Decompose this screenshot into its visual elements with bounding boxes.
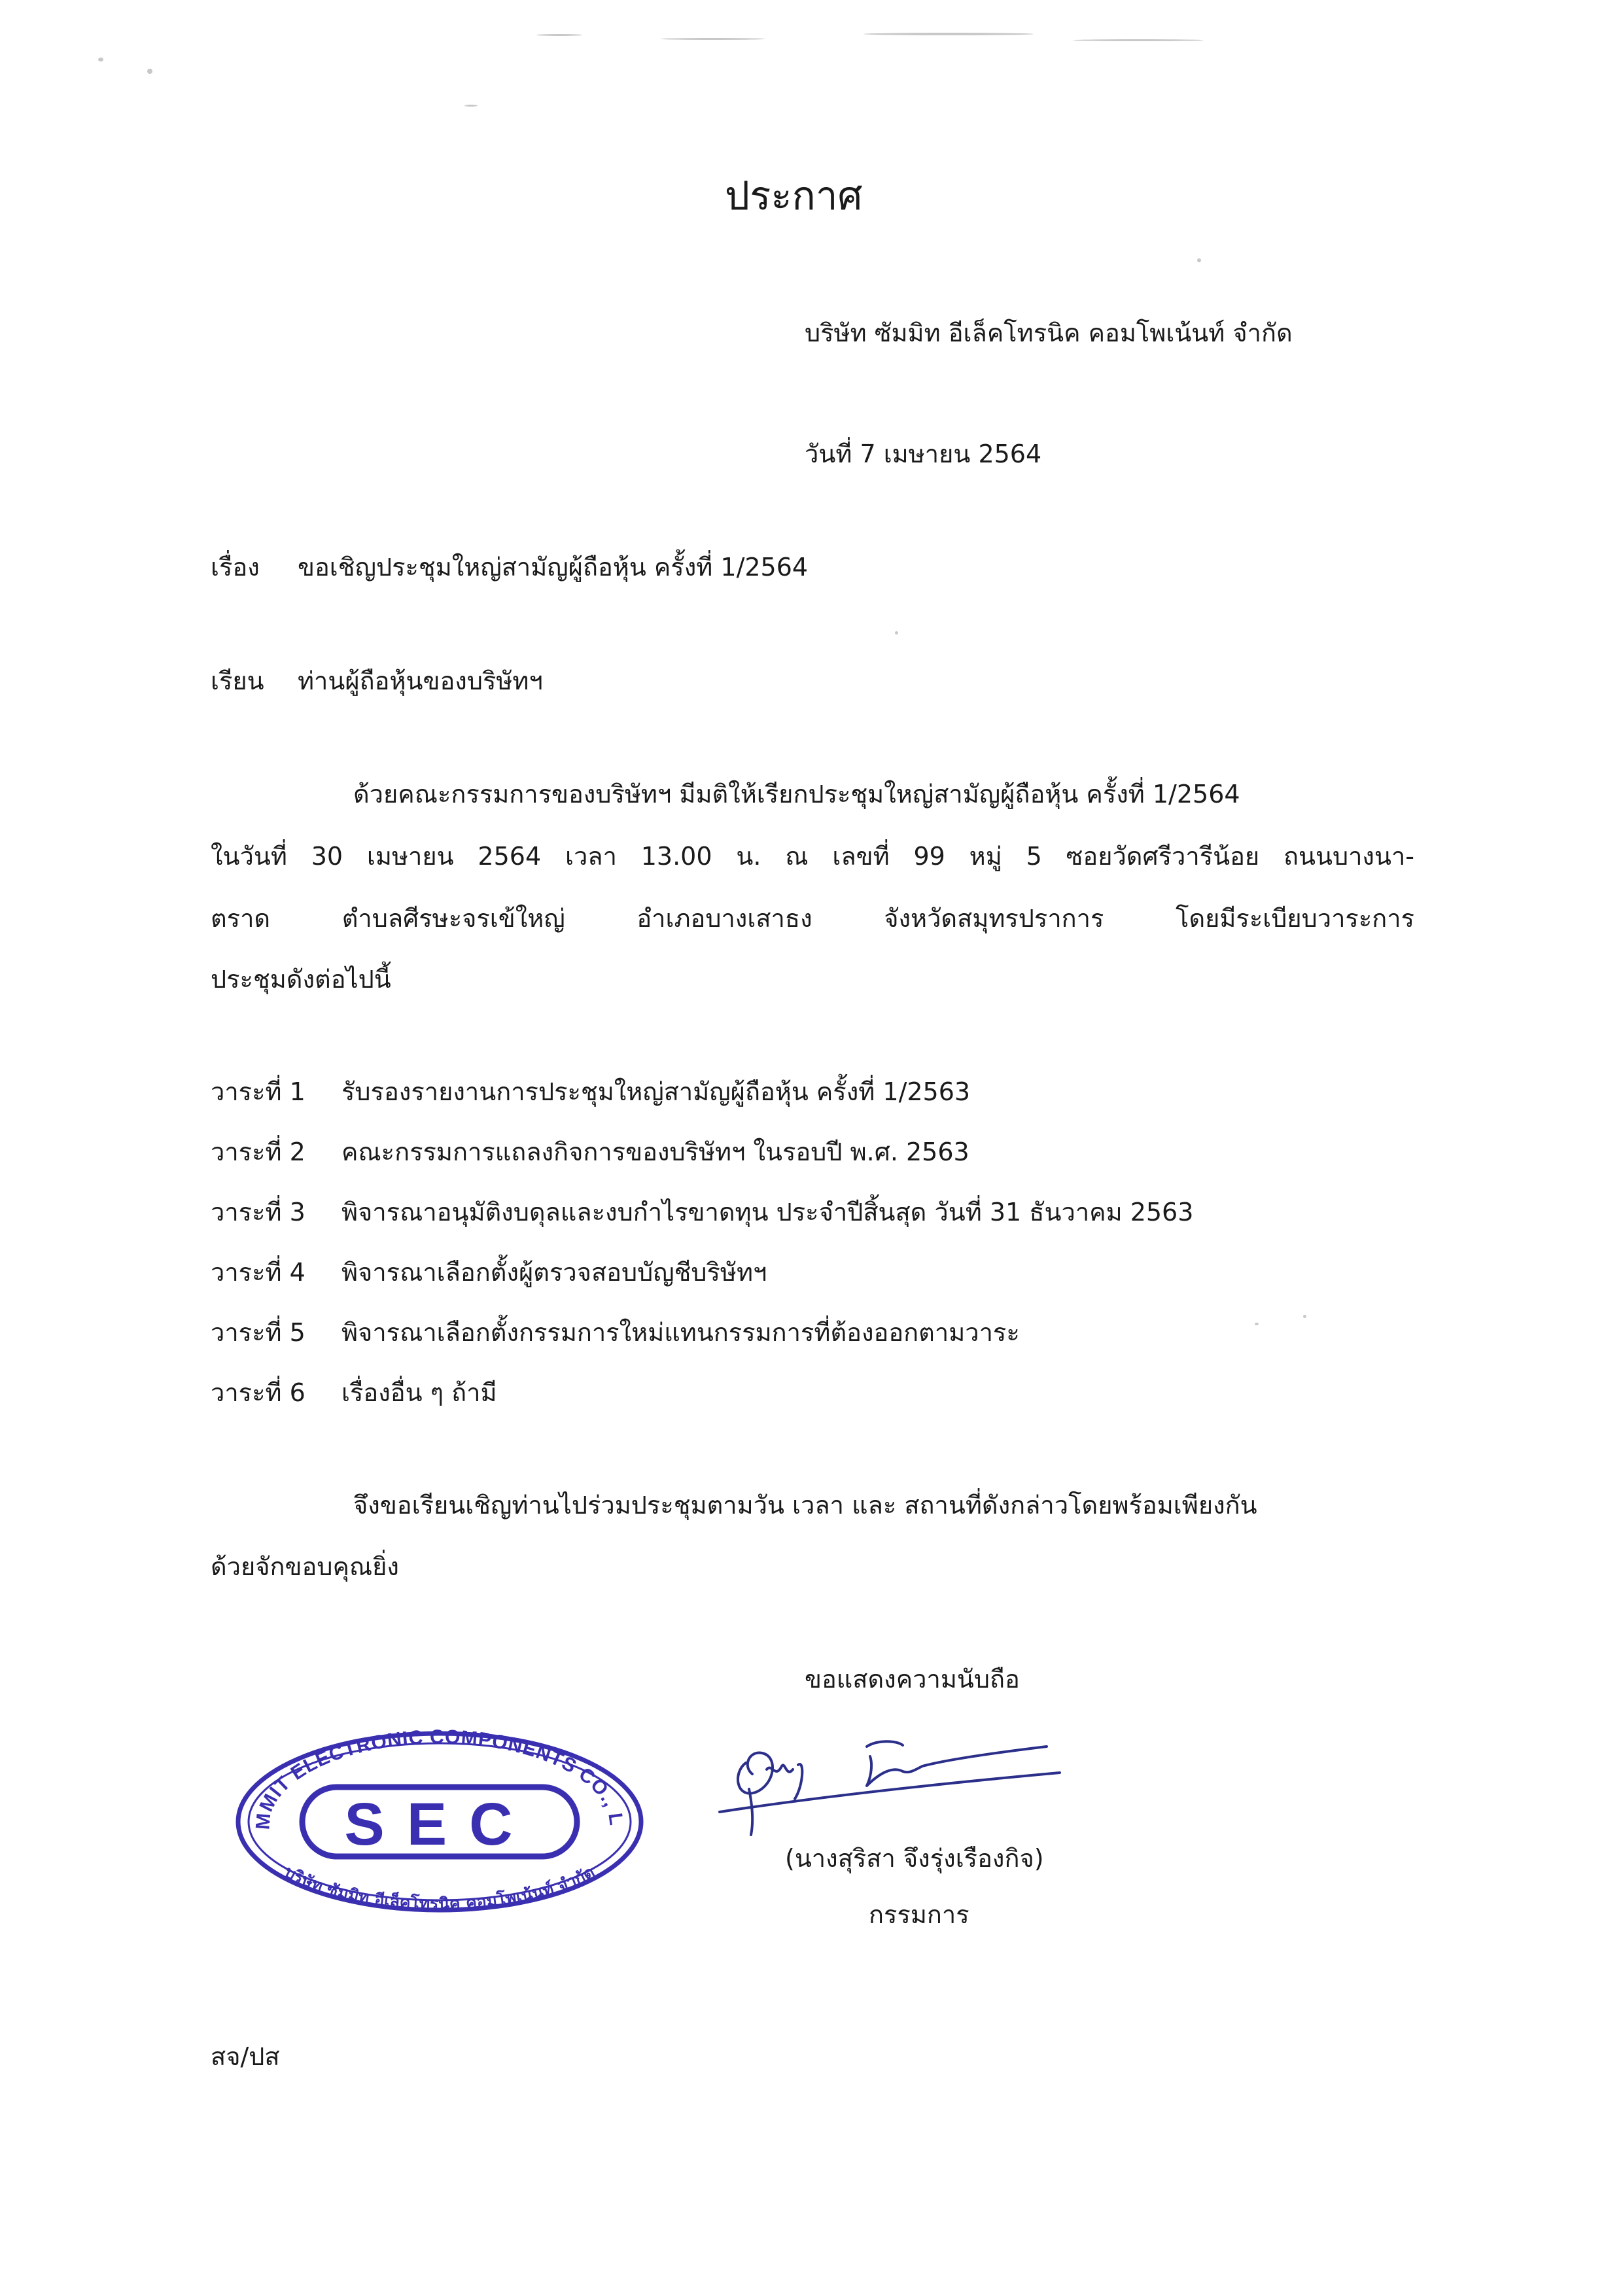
scan-speck [536, 34, 582, 36]
seal-top-text: MMIT ELECTRONIC COMPONENTS CO., L [252, 1727, 627, 1831]
closing-line: จึงขอเรียนเชิญท่านไปร่วมประชุมตามวัน เวลา และ สถานที่ดังกล่าวโดยพร้อมเพียงกัน [353, 1491, 1257, 1520]
scan-speck [1255, 1323, 1259, 1325]
agenda-label: วาระที่ 5 [211, 1318, 305, 1347]
agenda-label: วาระที่ 1 [211, 1077, 305, 1106]
subject-text: ขอเชิญประชุมใหญ่สามัญผู้ถือหุ้น ครั้งที่ 1/2564 [298, 553, 809, 582]
regards-text: ขอแสดงความนับถือ [805, 1665, 1020, 1694]
to-label: เรียน [211, 667, 264, 695]
scan-speck [895, 631, 898, 635]
seal-center-text: SEC [344, 1791, 535, 1858]
agenda-text: คณะกรรมการแถลงกิจการของบริษัทฯ ในรอบปี พ.ศ. 2563 [341, 1138, 969, 1166]
reference-code: สจ/ปส [211, 2042, 280, 2071]
scan-speck [1197, 258, 1201, 262]
agenda-label: วาระที่ 2 [211, 1138, 305, 1166]
company-name: บริษัท ซัมมิท อีเล็คโทรนิค คอมโพเน้นท์ จำกัด [805, 319, 1293, 347]
body-line: ประชุมดังต่อไปนี้ [211, 965, 391, 994]
body-line: ตราด ตำบลศีรษะจรเข้ใหญ่ อำเภอบางเสาธง จังหวัดสมุทรปราการ โดยมีระเบียบวาระการ [211, 904, 1414, 933]
scan-speck [1303, 1315, 1306, 1318]
body-line: ในวันที่ 30 เมษายน 2564 เวลา 13.00 น. ณ เลขที่ 99 หมู่ 5 ซอยวัดศรีวารีน้อย ถนนบางนา- [211, 842, 1414, 871]
seal-bottom-text: บริษัท ซัมมิท อีเล็คโทรนิค คอมโพเน้นท์ จำกัด [281, 1862, 598, 1913]
signer-name: (นางสุริสา จึงรุ่งเรืองกิจ) [785, 1844, 1044, 1873]
closing-line: ด้วยจักขอบคุณยิ่ง [211, 1552, 399, 1581]
agenda-label: วาระที่ 6 [211, 1378, 305, 1407]
scan-speck [1073, 39, 1204, 41]
signer-title: กรรมการ [869, 1900, 969, 1929]
scan-speck [464, 105, 478, 107]
agenda-text: พิจารณาเลือกตั้งผู้ตรวจสอบบัญชีบริษัทฯ [341, 1258, 767, 1287]
document-date: วันที่ 7 เมษายน 2564 [805, 440, 1042, 468]
body-line: ด้วยคณะกรรมการของบริษัทฯ มีมติให้เรียกประชุมใหญ่สามัญผู้ถือหุ้น ครั้งที่ 1/2564 [353, 780, 1240, 809]
company-seal [230, 1727, 649, 1917]
subject-label: เรื่อง [211, 553, 260, 582]
agenda-text: พิจารณาเลือกตั้งกรรมการใหม่แทนกรรมการที่ต้องออกตามวาระ [341, 1318, 1020, 1347]
scan-speck [661, 38, 765, 40]
document-title: ประกาศ [725, 173, 863, 219]
signature [707, 1701, 1073, 1851]
svg-text:บริษัท ซัมมิท อีเล็คโทรนิค คอม [281, 1862, 598, 1913]
to-text: ท่านผู้ถือหุ้นของบริษัทฯ [298, 667, 543, 695]
agenda-label: วาระที่ 3 [211, 1198, 305, 1226]
agenda-label: วาระที่ 4 [211, 1258, 305, 1287]
scan-speck [98, 58, 103, 61]
scan-speck [147, 69, 152, 74]
scan-speck [864, 33, 1034, 35]
seal-graphic [230, 1727, 649, 1917]
agenda-text: เรื่องอื่น ๆ ถ้ามี [341, 1378, 497, 1407]
agenda-text: รับรองรายงานการประชุมใหญ่สามัญผู้ถือหุ้น ครั้งที่ 1/2563 [341, 1077, 971, 1106]
agenda-text: พิจารณาอนุมัติงบดุลและงบกำไรขาดทุน ประจำปีสิ้นสุด วันที่ 31 ธันวาคม 2563 [341, 1198, 1194, 1226]
signature-graphic [707, 1701, 1073, 1851]
